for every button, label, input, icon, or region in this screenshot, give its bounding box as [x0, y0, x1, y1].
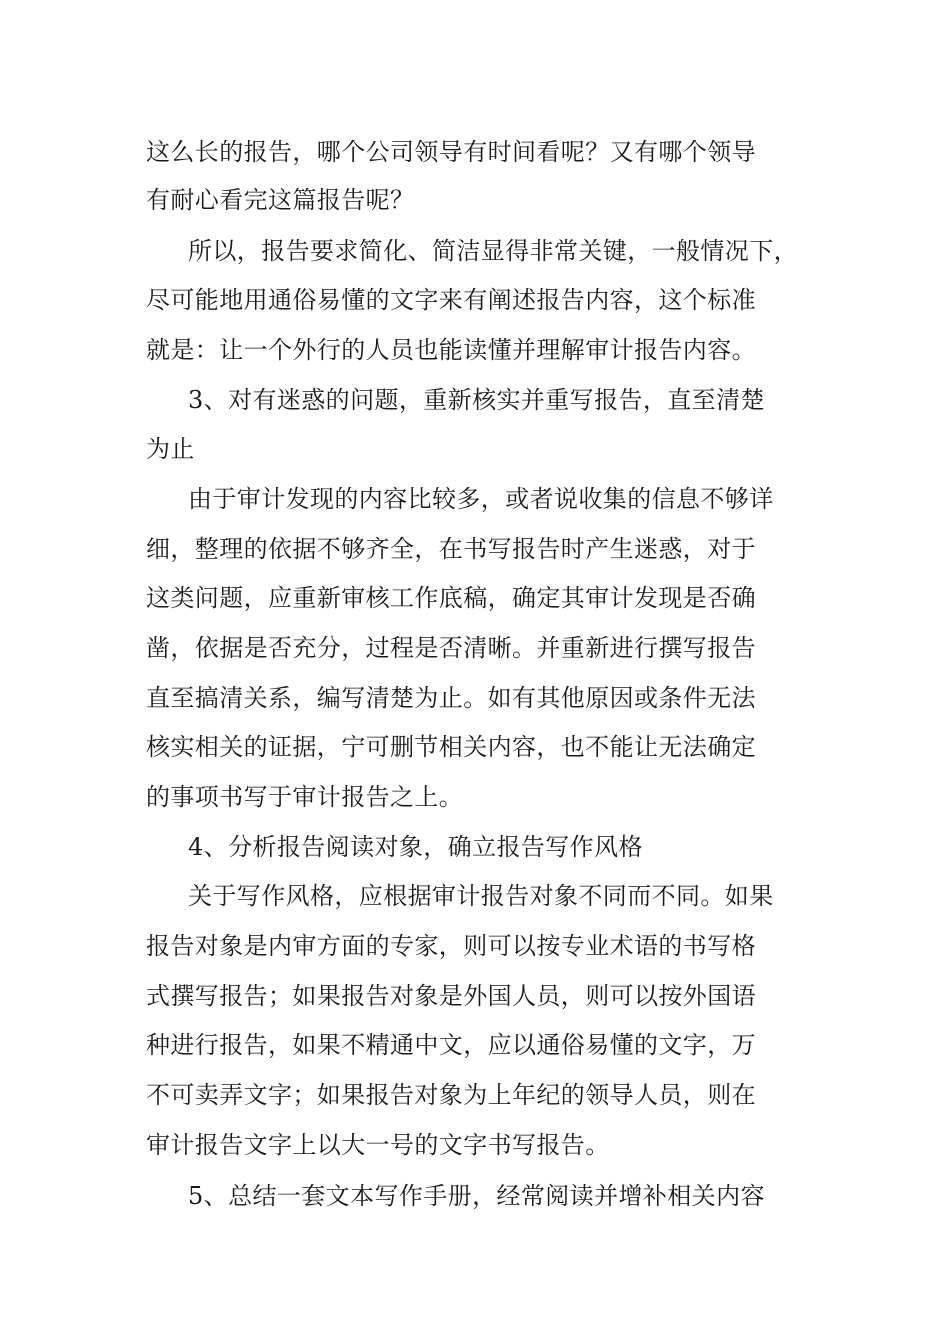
paragraph-1-line-2: 有耐心看完这篇报告呢？ — [146, 186, 415, 214]
heading-3-line-2: 为止 — [146, 435, 195, 463]
paragraph-3-line-6: 核实相关的证据，宁可删节相关内容，也不能让无法确定 — [146, 733, 756, 761]
paragraph-3-line-3: 这类问题，应重新审核工作底稿，确定其审计发现是否确 — [146, 584, 756, 612]
paragraph-3-line-5: 直至搞清关系，编写清楚为止。如有其他原因或条件无法 — [146, 684, 756, 712]
heading-5: 5、总结一套文本写作手册，经常阅读并增补相关内容 — [188, 1182, 765, 1210]
heading-4: 4、分析报告阅读对象，确立报告写作风格 — [188, 833, 643, 861]
paragraph-4-line-2: 报告对象是内审方面的专家，则可以按专业术语的书写格 — [146, 932, 756, 960]
paragraph-1-line-1: 这么长的报告，哪个公司领导有时间看呢？又有哪个领导 — [146, 138, 756, 166]
paragraph-4-line-1: 关于写作风格，应根据审计报告对象不同而不同。如果 — [188, 882, 774, 910]
paragraph-3-line-1: 由于审计发现的内容比较多，或者说收集的信息不够详 — [188, 485, 774, 513]
paragraph-2-line-2: 尽可能地用通俗易懂的文字来有阐述报告内容，这个标准 — [146, 286, 756, 314]
paragraph-2-line-3: 就是：让一个外行的人员也能读懂并理解审计报告内容。 — [146, 336, 756, 364]
paragraph-4-line-6: 审计报告文字上以大一号的文字书写报告。 — [146, 1131, 610, 1159]
paragraph-4-line-4: 种进行报告，如果不精通中文，应以通俗易懂的文字，万 — [146, 1031, 756, 1059]
paragraph-3-line-7: 的事项书写于审计报告之上。 — [146, 783, 464, 811]
paragraph-2-line-1: 所以，报告要求简化、简洁显得非常关键，一般情况下， — [188, 237, 798, 265]
heading-3-line-1: 3、对有迷惑的问题，重新核实并重写报告，直至清楚 — [188, 386, 765, 414]
paragraph-4-line-5: 不可卖弄文字；如果报告对象为上年纪的领导人员，则在 — [146, 1081, 756, 1109]
paragraph-4-line-3: 式撰写报告；如果报告对象是外国人员，则可以按外国语 — [146, 982, 756, 1010]
paragraph-3-line-4: 凿，依据是否充分，过程是否清晰。并重新进行撰写报告 — [146, 634, 756, 662]
paragraph-3-line-2: 细，整理的依据不够齐全，在书写报告时产生迷惑，对于 — [146, 535, 756, 563]
